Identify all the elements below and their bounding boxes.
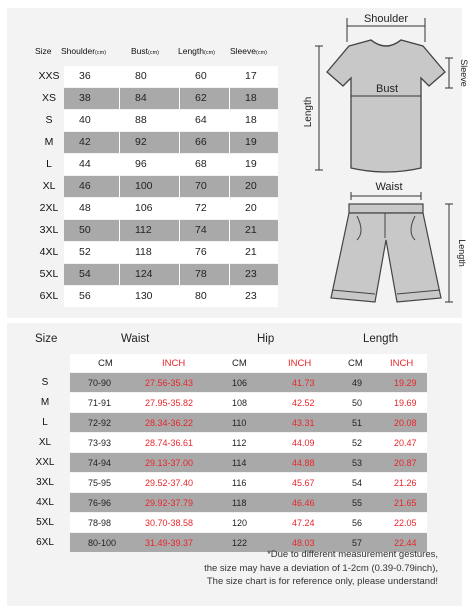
cell-waist-inch: 30.70-38.58 — [145, 518, 194, 528]
note-line-1: *Due to different measurement gestures, — [267, 549, 438, 560]
cell-sleeve: 18 — [245, 92, 257, 104]
row-size: 2XL — [39, 202, 59, 214]
cell-waist-cm: 80-100 — [88, 538, 117, 548]
row-cells — [64, 198, 278, 219]
header-sleeve — [230, 46, 267, 56]
top-table-row — [34, 66, 284, 87]
cell-bust: 88 — [120, 110, 180, 131]
cell-length-cm: 56 — [352, 518, 363, 528]
cell-sleeve: 21 — [245, 246, 257, 258]
top-size-panel — [7, 8, 469, 318]
bottom-unit-headers — [70, 354, 427, 372]
cell-waist-inch: 31.49-39.37 — [145, 538, 194, 548]
row-size: XXS — [38, 70, 60, 82]
cell-length-inch: 20.08 — [394, 418, 417, 428]
cell-length: 60 — [180, 66, 230, 87]
cell-sleeve: 19 — [245, 136, 257, 148]
cell-waist-cm: 75-95 — [88, 478, 112, 488]
header-bust-unit: (cm) — [148, 50, 160, 56]
cell-length: 74 — [180, 220, 230, 241]
row-cells — [64, 264, 278, 285]
cell-length-cm: 50 — [352, 398, 363, 408]
cell-hip-cm: 108 — [232, 398, 248, 408]
row-strip — [70, 433, 427, 452]
cell-length-inch: 20.87 — [394, 458, 417, 468]
cell-length: 68 — [180, 154, 230, 175]
sleeve-label: Sleeve — [459, 59, 469, 87]
shorts-measurement-diagram — [299, 180, 469, 320]
cell-waist-cm: 78-98 — [88, 518, 112, 528]
top-table-row — [34, 220, 284, 241]
cell-waist-cm: 73-93 — [88, 438, 112, 448]
cell-hip-cm: 122 — [232, 538, 248, 548]
cell-hip-inch: 43.31 — [292, 418, 315, 428]
header-shoulder-text: Shoulder — [61, 46, 96, 56]
row-strip — [70, 413, 427, 432]
bottom-table-row — [7, 373, 462, 392]
cell-bust: 96 — [120, 154, 180, 175]
cell-waist-inch: 29.52-37.40 — [145, 478, 194, 488]
cell-bust: 130 — [120, 286, 180, 307]
row-size: S — [45, 114, 53, 126]
header-shoulder-unit: (cm) — [95, 50, 107, 56]
cell-hip-inch: 48.03 — [292, 538, 315, 548]
cell-waist-inch: 28.34-36.22 — [145, 418, 194, 428]
cell-shoulder: 54 — [64, 264, 120, 285]
row-size: 5XL — [39, 268, 59, 280]
row-cells — [64, 132, 278, 153]
unit-hip-cm: CM — [232, 358, 247, 369]
cell-sleeve: 23 — [245, 268, 257, 280]
top-table-row — [34, 264, 284, 285]
cell-length: 64 — [180, 110, 230, 131]
bottom-table-row — [7, 453, 462, 472]
cell-sleeve: 23 — [245, 290, 257, 302]
tshirt-shape — [327, 40, 445, 172]
row-size: XL — [38, 437, 52, 448]
row-size: 5XL — [36, 517, 54, 528]
cell-hip-cm: 112 — [232, 438, 247, 448]
cell-waist-inch: 27.95-35.82 — [145, 398, 194, 408]
cell-hip-inch: 44.88 — [292, 458, 315, 468]
group-size: Size — [35, 333, 58, 345]
row-size: L — [46, 158, 52, 170]
cell-shoulder: 48 — [64, 198, 120, 219]
row-size: L — [42, 417, 48, 428]
top-table-row — [34, 198, 284, 219]
top-table-row — [34, 110, 284, 131]
top-table-row — [34, 286, 284, 307]
cell-bust: 112 — [120, 220, 180, 241]
group-length: Length — [363, 333, 399, 345]
bottom-table-row — [7, 393, 462, 412]
cell-length: 80 — [180, 286, 230, 307]
cell-bust: 118 — [120, 242, 180, 263]
header-length-unit: (cm) — [204, 50, 215, 56]
top-table-row — [34, 242, 284, 263]
cell-sleeve: 20 — [245, 180, 257, 192]
header-bust — [131, 46, 159, 56]
header-bust-text: Bust — [131, 46, 149, 56]
row-size: 6XL — [39, 290, 59, 302]
cell-shoulder: 38 — [64, 88, 120, 109]
row-size: XL — [42, 180, 56, 192]
cell-hip-inch: 44.09 — [292, 438, 315, 448]
row-cells — [64, 88, 278, 109]
cell-waist-cm: 70-90 — [88, 378, 112, 388]
cell-hip-inch: 41.73 — [292, 378, 315, 388]
unit-hip-inch: INCH — [288, 358, 312, 369]
cell-shoulder: 52 — [64, 242, 120, 263]
top-table-row — [34, 88, 284, 109]
header-sleeve-text: Sleeve — [230, 46, 256, 56]
measurement-note — [138, 548, 438, 589]
top-table-row — [34, 176, 284, 197]
bottom-table-row — [7, 473, 462, 492]
cell-length: 72 — [180, 198, 230, 219]
cell-hip-inch: 47.24 — [292, 518, 315, 528]
bottom-group-headers — [7, 333, 462, 349]
cell-sleeve: 20 — [245, 202, 257, 214]
top-table-row — [34, 132, 284, 153]
header-sleeve-unit: (cm) — [256, 50, 267, 56]
cell-waist-cm: 72-92 — [88, 418, 112, 428]
note-line-2: the size may have a deviation of 1-2cm (0.39-0.79inch), — [204, 562, 438, 574]
row-strip — [70, 453, 427, 472]
cell-waist-inch: 29.92-37.79 — [145, 498, 194, 508]
waist-label: Waist — [375, 181, 403, 193]
cell-length-inch: 20.47 — [394, 438, 417, 448]
row-size: 3XL — [36, 477, 54, 488]
cell-shoulder: 36 — [64, 66, 120, 87]
cell-hip-cm: 116 — [232, 478, 247, 488]
cell-sleeve: 18 — [245, 114, 257, 126]
note-line-3: The size chart is for reference only, please understand! — [206, 576, 438, 587]
top-table-header — [34, 44, 284, 62]
cell-length-inch: 19.29 — [394, 378, 417, 388]
cell-bust: 80 — [120, 66, 180, 87]
group-waist: Waist — [121, 333, 150, 345]
cell-length: 66 — [180, 132, 230, 153]
cell-length-inch: 19.69 — [394, 398, 417, 408]
row-cells — [64, 286, 278, 307]
cell-hip-inch: 46.46 — [292, 498, 315, 508]
cell-sleeve: 19 — [245, 158, 257, 170]
cell-shoulder: 42 — [64, 132, 120, 153]
row-strip — [70, 493, 427, 512]
cell-shoulder: 56 — [64, 286, 120, 307]
header-length — [178, 46, 215, 56]
cell-length-cm: 55 — [352, 498, 363, 508]
cell-waist-cm: 74-94 — [88, 458, 112, 468]
tshirt-measurement-diagram — [299, 12, 469, 182]
bottom-table-row — [7, 513, 462, 532]
unit-length-inch: INCH — [390, 358, 414, 369]
header-size: Size — [35, 46, 52, 56]
cell-shoulder: 50 — [64, 220, 120, 241]
cell-length-cm: 54 — [352, 478, 363, 488]
cell-waist-inch: 29.13-37.00 — [145, 458, 194, 468]
shorts-shape — [331, 213, 441, 302]
row-strip — [70, 393, 427, 412]
row-size: S — [41, 377, 49, 388]
row-cells — [64, 154, 278, 175]
row-cells — [64, 220, 278, 241]
row-size: M — [40, 397, 50, 408]
cell-bust: 100 — [120, 176, 180, 197]
row-size: M — [44, 136, 54, 148]
top-table-row — [34, 154, 284, 175]
cell-length: 70 — [180, 176, 230, 197]
row-strip — [70, 473, 427, 492]
cell-length: 62 — [180, 88, 230, 109]
cell-shoulder: 46 — [64, 176, 120, 197]
bottom-table-row — [7, 433, 462, 452]
row-cells — [64, 110, 278, 131]
cell-length-inch: 21.65 — [394, 498, 417, 508]
row-cells — [64, 66, 278, 87]
header-length-text: Length — [178, 46, 204, 56]
cell-hip-inch: 45.67 — [292, 478, 315, 488]
cell-length-inch: 22.05 — [394, 518, 417, 528]
header-shoulder — [61, 46, 106, 56]
unit-length-cm: CM — [348, 358, 363, 369]
cell-length-inch: 21.26 — [394, 478, 417, 488]
row-size: 4XL — [39, 246, 59, 258]
row-size: XS — [41, 92, 56, 104]
group-hip: Hip — [257, 333, 275, 345]
unit-waist-inch: INCH — [162, 358, 186, 369]
shorts-waistband — [349, 204, 423, 213]
cell-waist-cm: 76-96 — [88, 498, 112, 508]
cell-length-cm: 53 — [352, 458, 363, 468]
shorts-length-label: Length — [457, 239, 467, 267]
cell-length-cm: 52 — [352, 438, 363, 448]
row-strip — [70, 513, 427, 532]
cell-bust: 106 — [120, 198, 180, 219]
cell-hip-cm: 118 — [232, 498, 247, 508]
cell-length-cm: 57 — [352, 538, 363, 548]
bottom-table-row — [7, 493, 462, 512]
row-size: 4XL — [36, 497, 54, 508]
row-cells — [64, 176, 278, 197]
cell-sleeve: 21 — [245, 224, 257, 236]
cell-bust: 124 — [120, 264, 180, 285]
cell-bust: 84 — [120, 88, 180, 109]
cell-hip-inch: 42.52 — [292, 398, 315, 408]
row-size: 3XL — [39, 224, 59, 236]
cell-hip-cm: 110 — [232, 418, 247, 428]
cell-length-inch: 22.44 — [394, 538, 417, 548]
cell-length-cm: 51 — [352, 418, 363, 428]
row-cells — [64, 242, 278, 263]
cell-waist-cm: 71-91 — [88, 398, 112, 408]
cell-waist-inch: 28.74-36.61 — [145, 438, 194, 448]
cell-waist-inch: 27.56-35.43 — [145, 378, 194, 388]
bust-label: Bust — [375, 83, 399, 95]
cell-hip-cm: 106 — [232, 378, 248, 388]
row-size: XXL — [35, 457, 55, 468]
row-strip — [70, 373, 427, 392]
cell-length: 78 — [180, 264, 230, 285]
cell-sleeve: 17 — [245, 70, 257, 82]
cell-shoulder: 40 — [64, 110, 120, 131]
cell-length: 76 — [180, 242, 230, 263]
cell-bust: 92 — [120, 132, 180, 153]
cell-hip-cm: 114 — [232, 458, 247, 468]
cell-shoulder: 44 — [64, 154, 120, 175]
length-label: Length — [303, 96, 314, 128]
shoulder-label: Shoulder — [363, 13, 409, 25]
row-size: 6XL — [36, 537, 54, 548]
cell-length-cm: 49 — [352, 378, 363, 388]
bottom-table-row — [7, 413, 462, 432]
cell-hip-cm: 120 — [232, 518, 248, 528]
unit-waist-cm: CM — [98, 358, 113, 369]
